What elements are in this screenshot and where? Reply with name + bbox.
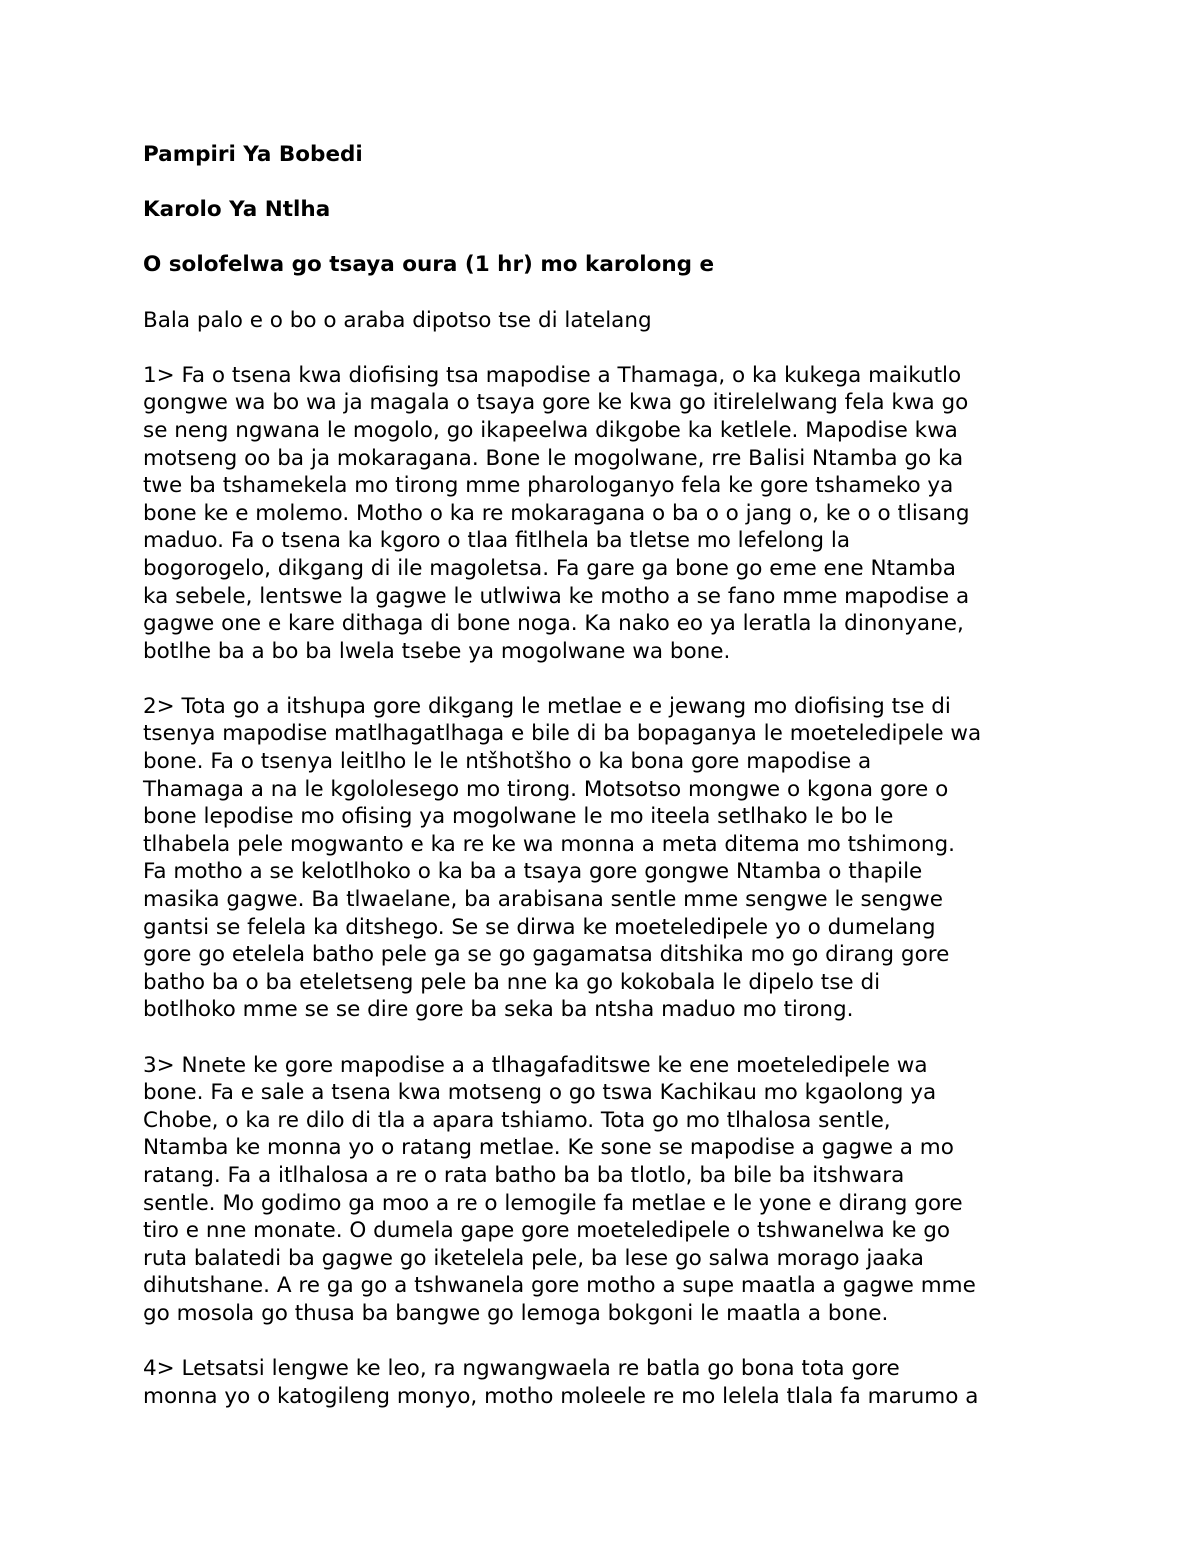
paragraph-line: gongwe wa bo wa ja magala o tsaya gore ke kwa go itirelelwang fela kwa go: [143, 390, 969, 416]
paragraph-line: bone ke e molemo. Motho o ka re mokaragana o ba o o jang o, ke o o tlisang: [143, 500, 970, 526]
paragraph-line: botlhoko mme se se dire gore ba seka ba ntsha maduo mo tirong.: [143, 997, 854, 1023]
paragraph-line: maduo. Fa o tsena ka kgoro o tlaa fitlhela ba tletse mo lefelong la: [143, 528, 851, 554]
section-heading: Karolo Ya Ntlha: [143, 197, 331, 223]
paragraph-line: Ntamba ke monna yo o ratang metlae. Ke sone se mapodise a gagwe a mo: [143, 1135, 954, 1161]
paragraph-3: [143, 1052, 1063, 1328]
time-note: O solofelwa go tsaya oura (1 hr) mo karolong e: [143, 252, 715, 278]
paragraph-line: Chobe, o ka re dilo di tla a apara tshiamo. Tota go mo tlhalosa sentle,: [143, 1107, 891, 1133]
paragraph-line: tiro e nne monate. O dumela gape gore moeteledipele o tshwanelwa ke go: [143, 1218, 950, 1244]
paragraph-line: dihutshane. A re ga go a tshwanela gore motho a supe maatla a gagwe mme: [143, 1273, 976, 1299]
paragraph-line: bone. Fa o tsenya leitlho le le ntšhotšho o ka bona gore mapodise a: [143, 749, 872, 775]
paragraph-line: 2> Tota go a itshupa gore dikgang le metlae e e jewang mo diofising tse di: [143, 693, 951, 719]
paragraph-line: bogorogelo, dikgang di ile magoletsa. Fa gare ga bone go eme ene Ntamba: [143, 555, 956, 581]
paragraph-line: 4> Letsatsi lengwe ke leo, ra ngwangwaela re batla go bona tota gore: [143, 1356, 900, 1382]
paragraph-line: bone. Fa e sale a tsena kwa motseng o go tswa Kachikau mo kgaolong ya: [143, 1080, 937, 1106]
paragraph-line: monna yo o katogileng monyo, motho moleele re mo lelela tlala fa marumo a: [143, 1383, 979, 1409]
paragraph-line: tsenya mapodise matlhagatlhaga e bile di ba bopaganya le moeteledipele wa: [143, 721, 982, 747]
paragraph-line: gore go etelela batho pele ga se go gagamatsa ditshika mo go dirang gore: [143, 942, 950, 968]
paragraph-line: se neng ngwana le mogolo, go ikapeelwa dikgobe ka ketlele. Mapodise kwa: [143, 417, 958, 443]
paragraph-line: Thamaga a na le kgololesego mo tirong. Motsotso mongwe o kgona gore o: [143, 776, 949, 802]
paragraph-line: batho ba o ba eteletseng pele ba nne ka go kokobala le dipelo tse di: [143, 969, 881, 995]
paragraph-line: go mosola go thusa ba bangwe go lemoga bokgoni le maatla a bone.: [143, 1300, 889, 1326]
paragraph-line: twe ba tshamekela mo tirong mme pharologanyo fela ke gore tshameko ya: [143, 473, 954, 499]
instruction-text: Bala palo e o bo o araba dipotso tse di latelang: [143, 307, 652, 333]
paragraph-line: tlhabela pele mogwanto e ka re ke wa monna a meta ditema mo tshimong.: [143, 831, 956, 857]
paragraph-line: bone lepodise mo ofising ya mogolwane le mo iteela setlhako le bo le: [143, 804, 894, 830]
paragraph-1: [143, 362, 1063, 666]
paragraph-line: ruta balatedi ba gagwe go iketelela pele, ba lese go salwa morago jaaka: [143, 1245, 924, 1271]
paragraph-line: 3> Nnete ke gore mapodise a a tlhagafaditswe ke ene moeteledipele wa: [143, 1052, 928, 1078]
paragraph-line: sentle. Mo godimo ga moo a re o lemogile fa metlae e le yone e dirang gore: [143, 1190, 963, 1216]
paragraph-line: motseng oo ba ja mokaragana. Bone le mogolwane, rre Balisi Ntamba go ka: [143, 445, 964, 471]
paragraph-4: [143, 1355, 1063, 1410]
paragraph-line: ratang. Fa a itlhalosa a re o rata batho ba ba tlotlo, ba bile ba itshwara: [143, 1162, 905, 1188]
document-page: [143, 141, 1063, 1438]
paragraph-line: gagwe one e kare dithaga di bone noga. Ka nako eo ya leratla la dinonyane,: [143, 611, 964, 637]
paragraph-line: botlhe ba a bo ba lwela tsebe ya mogolwane wa bone.: [143, 638, 731, 664]
paragraph-line: gantsi se felela ka ditshego. Se se dirwa ke moeteledipele yo o dumelang: [143, 914, 936, 940]
paragraph-line: masika gagwe. Ba tlwaelane, ba arabisana sentle mme sengwe le sengwe: [143, 887, 943, 913]
paragraph-line: ka sebele, lentswe la gagwe le utlwiwa ke motho a se fano mme mapodise a: [143, 583, 970, 609]
document-title: Pampiri Ya Bobedi: [143, 142, 363, 167]
paragraph-line: Fa motho a se kelotlhoko o ka ba a tsaya gore gongwe Ntamba o thapile: [143, 859, 923, 885]
paragraph-2: [143, 693, 1063, 1024]
paragraph-line: 1> Fa o tsena kwa diofising tsa mapodise a Thamaga, o ka kukega maikutlo: [143, 362, 962, 388]
